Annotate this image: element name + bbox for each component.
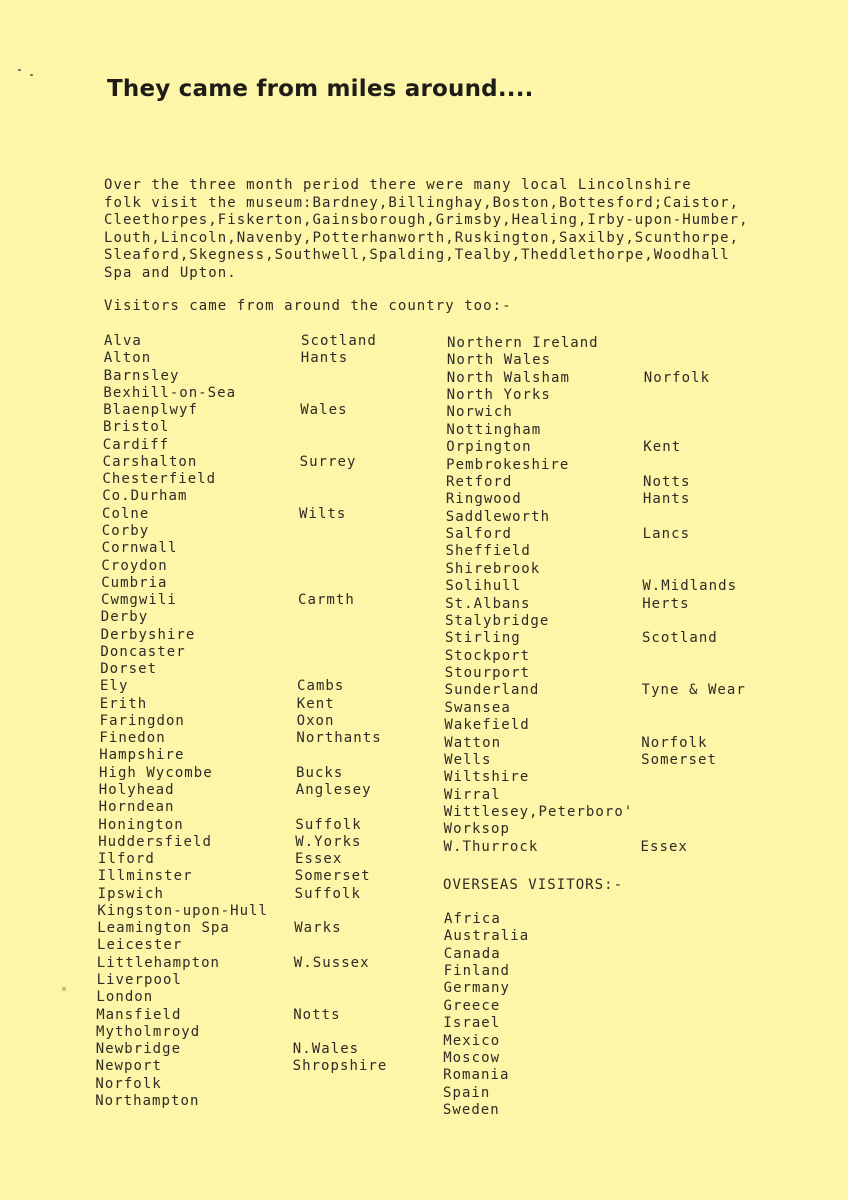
place-name: Africa	[444, 911, 501, 927]
county-name: Oxon	[296, 712, 335, 729]
place-name: Moscow	[443, 1049, 501, 1066]
place-name: Dorset	[100, 661, 158, 678]
place-name: Illminster	[97, 868, 193, 885]
place-name: Doncaster	[100, 643, 186, 660]
place-name: London	[96, 989, 154, 1006]
place-name: Cwmgwili	[101, 592, 177, 609]
place-name: W.Thurrock	[443, 838, 539, 855]
place-name: Mansfield	[96, 1006, 182, 1023]
place-name: Hampshire	[99, 747, 185, 764]
county-name: Anglesey	[295, 782, 372, 799]
place-name: Northern Ireland	[447, 335, 599, 351]
place-name: Finedon	[99, 730, 166, 747]
county-name: Essex	[295, 851, 343, 868]
county-name: Scotland	[301, 333, 377, 349]
county-name: Scotland	[641, 630, 718, 647]
county-name: Northants	[296, 730, 382, 747]
county-name: Lancs	[642, 526, 691, 543]
county-name: Kent	[643, 439, 682, 456]
paper-speck	[18, 69, 21, 71]
county-name: Notts	[643, 473, 691, 490]
place-name: Pembrokeshire	[446, 456, 570, 473]
place-name: Barnsley	[103, 367, 180, 384]
county-name: Surrey	[299, 453, 357, 470]
place-name: Stourport	[444, 665, 531, 682]
county-name: Suffolk	[294, 885, 361, 902]
place-name: Newport	[95, 1058, 162, 1075]
place-name: Finland	[443, 963, 511, 980]
place-name: Huddersfield	[98, 833, 212, 850]
place-name: Northampton	[95, 1092, 200, 1109]
place-name: Newbridge	[95, 1041, 182, 1058]
county-name: Warks	[294, 920, 342, 937]
place-name: Cumbria	[101, 574, 168, 591]
place-name: St.Albans	[445, 595, 531, 612]
place-name: Alva	[104, 333, 142, 349]
place-name: Wakefield	[444, 717, 530, 734]
page-title: They came from miles around....	[107, 76, 534, 102]
place-name: Co.Durham	[102, 488, 188, 505]
county-name: Norfolk	[641, 734, 708, 751]
place-name: Sweden	[442, 1101, 500, 1118]
place-name: Erith	[99, 695, 148, 712]
county-name: Bucks	[296, 764, 344, 781]
place-name: Ipswich	[97, 885, 164, 902]
place-name: Stockport	[444, 647, 531, 664]
county-name: Suffolk	[295, 816, 362, 833]
place-name: Ely	[100, 678, 129, 695]
place-name: Chesterfield	[102, 471, 217, 488]
county-name: Hants	[300, 350, 349, 367]
place-name: Blaenplwyf	[103, 402, 198, 419]
place-name: Worksop	[443, 821, 510, 838]
place-name: Croydon	[101, 557, 168, 574]
place-name: Israel	[443, 1015, 501, 1032]
county-name: W.Midlands	[642, 578, 738, 595]
place-name: Leicester	[97, 937, 183, 954]
place-name: Corby	[101, 522, 150, 539]
place-name: Greece	[443, 997, 501, 1014]
overseas-heading: OVERSEAS VISITORS:-	[443, 877, 624, 893]
place-name: Liverpool	[96, 971, 182, 988]
place-name: Faringdon	[99, 712, 185, 729]
place-name: Kingston-upon-Hull	[97, 902, 269, 919]
place-name: Derbyshire	[100, 626, 196, 643]
place-name: Norwich	[446, 404, 513, 421]
county-name: Notts	[293, 1006, 341, 1023]
place-name: Mexico	[443, 1032, 501, 1049]
place-name: Derby	[100, 609, 149, 626]
place-name: Horndean	[98, 799, 175, 816]
intro-paragraph: Over the three month period there were many local Lincolnshire folk visit the museum:Bardney,Billinghay,Boston,Bottesford;Caistor, Cleethorpes,Fiskerton,Gainsborough,Grimsby,Healing,Irby-upon-Humber, Louth,Lincoln,Navenby,Potterhanworth,Ruskington,Saxilby,Scunthorpe, Sleaford,Skegness,Southwell,Spalding,Tealby,Theddlethorpe,Woodhall Spa and Upton.	[104, 177, 749, 281]
county-name: W.Sussex	[293, 954, 370, 971]
place-name: Ilford	[98, 851, 155, 868]
place-name: Mytholmroyd	[96, 1023, 201, 1040]
place-name: Norfolk	[95, 1075, 162, 1092]
place-name: Solihull	[445, 578, 522, 595]
place-name: Retford	[446, 473, 513, 490]
place-name: North Walsham	[446, 369, 570, 386]
place-name: Canada	[443, 945, 501, 962]
place-name: Cardiff	[102, 436, 170, 453]
place-name: Alton	[103, 350, 152, 367]
place-name: Sheffield	[445, 543, 531, 560]
county-name: Shropshire	[292, 1058, 388, 1075]
place-name: Littlehampton	[96, 954, 221, 971]
place-name: Stirling	[444, 630, 521, 647]
county-name: Somerset	[641, 751, 717, 768]
place-name: Cornwall	[101, 540, 178, 557]
place-name: Salford	[445, 526, 513, 543]
county-name: Kent	[296, 695, 335, 712]
place-name: Australia	[443, 928, 530, 945]
place-name: Spain	[443, 1084, 491, 1101]
place-name: Wirral	[443, 786, 501, 803]
county-name: Norfolk	[643, 369, 711, 386]
county-name: Tyne & Wear	[641, 682, 746, 699]
county-name: Wilts	[299, 505, 347, 522]
county-name: Wales	[300, 402, 348, 419]
place-name: Ringwood	[445, 491, 522, 508]
place-name: Saddleworth	[445, 508, 551, 525]
place-name: Stalybridge	[445, 612, 550, 629]
place-name: Swansea	[444, 699, 511, 716]
place-name: Nottingham	[446, 421, 542, 438]
county-name: Cambs	[297, 678, 345, 695]
county-name: Somerset	[294, 868, 371, 885]
place-name: Leamington Spa	[97, 920, 230, 937]
county-name: Hants	[642, 491, 691, 508]
place-name: Holyhead	[98, 782, 175, 799]
place-name: High Wycombe	[99, 764, 213, 781]
county-name: Carmth	[298, 592, 355, 609]
place-name: Bristol	[103, 419, 170, 436]
county-name: Herts	[642, 595, 690, 612]
place-name: Colne	[102, 505, 150, 522]
place-name: Carshalton	[102, 453, 198, 470]
place-name: Honington	[98, 816, 184, 833]
place-name: North Yorks	[446, 387, 551, 404]
place-name: Wiltshire	[444, 769, 530, 786]
place-name: Sunderland	[444, 682, 540, 699]
place-name: Shirebrook	[445, 560, 541, 577]
county-name: N.Wales	[292, 1041, 360, 1058]
paper-speck	[30, 74, 33, 76]
place-name: Germany	[443, 980, 510, 997]
county-name: Essex	[640, 838, 688, 855]
county-name: W.Yorks	[295, 833, 362, 850]
place-name: Wittlesey,Peterboro'	[443, 803, 634, 820]
place-name: Bexhill-on-Sea	[103, 384, 237, 401]
place-name: Wells	[444, 751, 492, 768]
visitors-heading: Visitors came from around the country too:-	[104, 298, 512, 314]
place-name: Romania	[443, 1067, 510, 1084]
place-name: Orpington	[446, 439, 532, 456]
place-name: North Wales	[446, 352, 552, 369]
place-name: Watton	[444, 734, 502, 751]
paper-speck	[62, 987, 66, 991]
